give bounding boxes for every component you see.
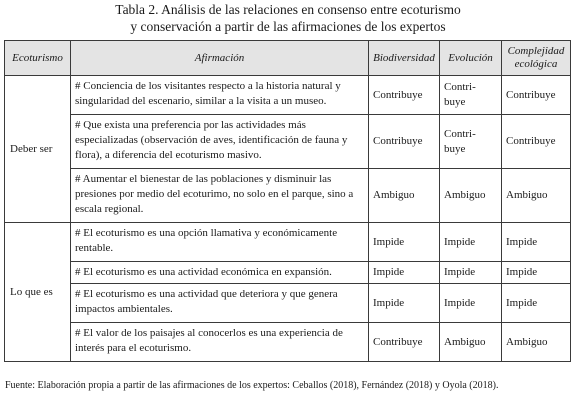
biodiversidad-cell: Contribuye	[369, 115, 440, 169]
source-note: Fuente: Elaboración propia a partir de las afirmaciones de los expertos: Ceballos (2018), Fernández (2018) y Oyola (2018).	[5, 380, 499, 391]
caption-line-2: y conservación a partir de las afirmaciones de los expertos	[130, 19, 446, 34]
header-evolucion: Evolución	[440, 41, 502, 76]
complejidad-cell: Impide	[502, 284, 571, 323]
affirmation-cell: # Conciencia de los visitantes respecto a la historia natural y singularidad del escenario, similar a la visita a un museo.	[71, 76, 369, 115]
table-row	[5, 262, 571, 284]
biodiversidad-cell: Impide	[369, 284, 440, 323]
evolucion-cell: Ambiguo	[440, 169, 502, 223]
complejidad-cell: Contribuye	[502, 76, 571, 115]
table-row	[5, 76, 571, 115]
biodiversidad-cell: Contribuye	[369, 323, 440, 362]
evolucion-cell: Contri-buye	[440, 76, 502, 115]
biodiversidad-cell: Contribuye	[369, 76, 440, 115]
complejidad-cell: Contribuye	[502, 115, 571, 169]
header-biodiversidad: Biodiversidad	[369, 41, 440, 76]
group-label-deber-ser: Deber ser	[5, 76, 71, 223]
complejidad-cell: Ambiguo	[502, 169, 571, 223]
header-afirmacion: Afirmación	[71, 41, 369, 76]
evolucion-cell: Impide	[440, 223, 502, 262]
table-row	[5, 284, 571, 323]
affirmation-cell: # Que exista una preferencia por las actividades más especializadas (observación de aves, identificación de fauna y flora), a diferencia del ecoturismo masivo.	[71, 115, 369, 169]
relations-table	[4, 40, 571, 362]
affirmation-cell: # El ecoturismo es una actividad que deteriora y que genera impactos ambientales.	[71, 284, 369, 323]
biodiversidad-cell: Impide	[369, 223, 440, 262]
caption-line-1: Tabla 2. Análisis de las relaciones en consenso entre ecoturismo	[115, 2, 461, 17]
header-row	[5, 41, 571, 76]
table-row	[5, 169, 571, 223]
biodiversidad-cell: Impide	[369, 262, 440, 284]
complejidad-cell: Impide	[502, 262, 571, 284]
header-ecoturismo: Ecoturismo	[5, 41, 71, 76]
complejidad-cell: Impide	[502, 223, 571, 262]
evolucion-cell: Ambiguo	[440, 323, 502, 362]
affirmation-cell: # El valor de los paisajes al conocerlos es una experiencia de interés para el ecoturismo.	[71, 323, 369, 362]
table-row	[5, 223, 571, 262]
affirmation-cell: # Aumentar el bienestar de las poblaciones y disminuir las presiones por medio del ecoturimo, no solo en el parque, sino a escala regional.	[71, 169, 369, 223]
evolucion-cell: Contri-buye	[440, 115, 502, 169]
evolucion-cell: Impide	[440, 262, 502, 284]
affirmation-cell: # El ecoturismo es una actividad económica en expansión.	[71, 262, 369, 284]
affirmation-cell: # El ecoturismo es una opción llamativa y económicamente rentable.	[71, 223, 369, 262]
header-complejidad: Complejidad ecológica	[502, 41, 571, 76]
evolucion-cell: Impide	[440, 284, 502, 323]
complejidad-cell: Ambiguo	[502, 323, 571, 362]
table-caption	[0, 0, 576, 35]
table-row	[5, 323, 571, 362]
table-row	[5, 115, 571, 169]
biodiversidad-cell: Ambiguo	[369, 169, 440, 223]
group-label-lo-que-es: Lo que es	[5, 223, 71, 362]
